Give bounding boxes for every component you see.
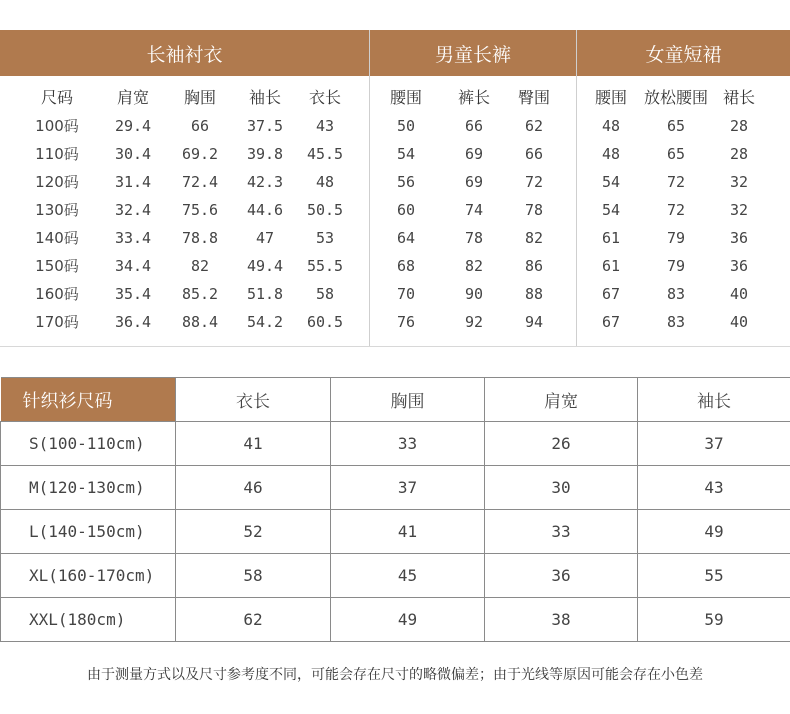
shirt-cell: 42.3 (246, 173, 284, 191)
shirt-cell: 130码 (35, 201, 79, 219)
knit-size-label: XXL(180cm) (1, 598, 176, 642)
knit-cell: 33 (485, 510, 638, 554)
shirt-col-header: 肩宽 (116, 88, 149, 107)
shirt-cell: 170码 (35, 313, 79, 331)
knit-col-header: 袖长 (638, 378, 790, 422)
skirt-panel (577, 30, 790, 346)
knit-table (0, 377, 790, 642)
pants-cell: 82 (524, 229, 544, 247)
pants-cell: 74 (464, 201, 484, 219)
knit-cell: 30 (485, 466, 638, 510)
table-row (1, 598, 790, 642)
knit-title: 针织衫尺码 (1, 378, 176, 422)
knit-cell: 52 (176, 510, 331, 554)
knit-cell: 38 (485, 598, 638, 642)
knit-cell: 62 (176, 598, 331, 642)
measurement-note: 由于测量方式以及尺寸参考度不同，可能会存在尺寸的略微偏差；由于光线等原因可能会存在小色差 (87, 667, 703, 683)
skirt-cell: 65 (666, 117, 686, 135)
pants-column (376, 84, 436, 336)
shirt-cell: 33.4 (114, 229, 152, 247)
shirt-cell: 140码 (35, 229, 79, 247)
knit-cell: 33 (331, 422, 485, 466)
shirt-cell: 34.4 (114, 257, 152, 275)
knit-cell: 37 (638, 422, 790, 466)
knit-cell: 49 (638, 510, 790, 554)
shirt-col-header: 胸围 (183, 88, 216, 107)
knit-cell: 41 (331, 510, 485, 554)
shirt-col-header: 袖长 (248, 88, 281, 107)
pants-col-header: 裤长 (457, 88, 490, 107)
shirt-cell: 47 (255, 229, 275, 247)
pants-cell: 92 (464, 313, 484, 331)
pants-cell: 88 (524, 285, 544, 303)
pants-cell: 78 (464, 229, 484, 247)
shirt-cell: 29.4 (114, 117, 152, 135)
shirt-cell: 60.5 (306, 313, 344, 331)
pants-cell: 82 (464, 257, 484, 275)
knit-size-label: L(140-150cm) (1, 510, 176, 554)
skirt-cell: 67 (601, 285, 621, 303)
skirt-col-header: 放松腰围 (643, 88, 708, 107)
shirt-cell: 30.4 (114, 145, 152, 163)
pants-cell: 62 (524, 117, 544, 135)
skirt-cell: 83 (666, 285, 686, 303)
knit-cell: 45 (331, 554, 485, 598)
skirt-cell: 54 (601, 201, 621, 219)
shirt-cell: 69.2 (181, 145, 219, 163)
knit-cell: 58 (176, 554, 331, 598)
knit-cell: 49 (331, 598, 485, 642)
skirt-cell: 83 (666, 313, 686, 331)
skirt-cell: 32 (729, 201, 749, 219)
knit-header-row (1, 378, 790, 422)
pants-cell: 68 (396, 257, 416, 275)
table-row (1, 422, 790, 466)
section-divider (0, 346, 790, 347)
knit-size-table (0, 377, 790, 639)
knit-cell: 37 (331, 466, 485, 510)
skirt-cell: 48 (601, 145, 621, 163)
skirt-cell: 36 (729, 229, 749, 247)
table-row (1, 554, 790, 598)
shirt-cell: 100码 (35, 117, 79, 135)
shirt-cell: 58 (315, 285, 335, 303)
shirt-cell: 50.5 (306, 201, 344, 219)
skirt-cell: 67 (601, 313, 621, 331)
pants-col-header: 臀围 (517, 88, 550, 107)
shirt-column (290, 84, 360, 336)
shirt-cell: 54.2 (246, 313, 284, 331)
skirt-cell: 61 (601, 229, 621, 247)
knit-col-header: 衣长 (176, 378, 331, 422)
pants-cell: 64 (396, 229, 416, 247)
pants-cell: 86 (524, 257, 544, 275)
pants-cell: 78 (524, 201, 544, 219)
shirt-col-header: 尺码 (40, 88, 73, 107)
pants-cell: 60 (396, 201, 416, 219)
shirt-cell: 85.2 (181, 285, 219, 303)
shirt-panel (0, 30, 369, 346)
shirt-cell: 160码 (35, 285, 79, 303)
pants-panel (370, 30, 576, 346)
knit-cell: 46 (176, 466, 331, 510)
shirt-cell: 53 (315, 229, 335, 247)
pants-cell: 72 (524, 173, 544, 191)
table-row (1, 510, 790, 554)
shirt-cell: 75.6 (181, 201, 219, 219)
skirt-cell: 40 (729, 313, 749, 331)
skirt-cell: 72 (666, 201, 686, 219)
knit-col-header: 胸围 (331, 378, 485, 422)
knit-cell: 41 (176, 422, 331, 466)
shirt-cell: 51.8 (246, 285, 284, 303)
shirt-cell: 39.8 (246, 145, 284, 163)
shirt-cell: 35.4 (114, 285, 152, 303)
pants-cell: 66 (524, 145, 544, 163)
skirt-col-header: 裙长 (722, 88, 755, 107)
top-size-tables (0, 30, 790, 346)
shirt-cell: 78.8 (181, 229, 219, 247)
skirt-cell: 48 (601, 117, 621, 135)
pants-cell: 94 (524, 313, 544, 331)
pants-cell: 56 (396, 173, 416, 191)
shirt-cell: 49.4 (246, 257, 284, 275)
pants-cell: 54 (396, 145, 416, 163)
shirt-cell: 72.4 (181, 173, 219, 191)
pants-cell: 69 (464, 173, 484, 191)
shirt-cell: 88.4 (181, 313, 219, 331)
shirt-cell: 31.4 (114, 173, 152, 191)
skirt-cell: 65 (666, 145, 686, 163)
skirt-cell: 79 (666, 257, 686, 275)
knit-cell: 55 (638, 554, 790, 598)
shirt-cell: 37.5 (246, 117, 284, 135)
skirt-cell: 72 (666, 173, 686, 191)
shirt-column (22, 84, 92, 336)
shirt-cell: 32.4 (114, 201, 152, 219)
skirt-cell: 36 (729, 257, 749, 275)
skirt-col-header: 腰围 (594, 88, 627, 107)
pants-cell: 50 (396, 117, 416, 135)
skirt-column (699, 84, 779, 336)
skirt-cell: 54 (601, 173, 621, 191)
skirt-cell: 28 (729, 145, 749, 163)
knit-cell: 36 (485, 554, 638, 598)
shirt-col-header: 衣长 (308, 88, 341, 107)
pants-column (504, 84, 564, 336)
shirt-cell: 55.5 (306, 257, 344, 275)
knit-size-label: S(100-110cm) (1, 422, 176, 466)
skirt-cell: 40 (729, 285, 749, 303)
pants-cell: 66 (464, 117, 484, 135)
knit-size-label: XL(160-170cm) (1, 554, 176, 598)
pants-title: 男童长裤 (370, 30, 576, 76)
table-row (1, 466, 790, 510)
pants-cell: 69 (464, 145, 484, 163)
shirt-cell: 43 (315, 117, 335, 135)
shirt-cell: 36.4 (114, 313, 152, 331)
skirt-cell: 28 (729, 117, 749, 135)
shirt-cell: 44.6 (246, 201, 284, 219)
shirt-cell: 120码 (35, 173, 79, 191)
pants-column (444, 84, 504, 336)
skirt-cell: 32 (729, 173, 749, 191)
pants-cell: 76 (396, 313, 416, 331)
shirt-cell: 45.5 (306, 145, 344, 163)
knit-cell: 43 (638, 466, 790, 510)
skirt-cell: 79 (666, 229, 686, 247)
pants-cell: 70 (396, 285, 416, 303)
shirt-cell: 110码 (35, 145, 79, 163)
shirt-cell: 66 (190, 117, 210, 135)
shirt-cell: 150码 (35, 257, 79, 275)
pants-col-header: 腰围 (389, 88, 422, 107)
shirt-column (98, 84, 168, 336)
knit-col-header: 肩宽 (485, 378, 638, 422)
shirt-column (165, 84, 235, 336)
skirt-title: 女童短裙 (577, 30, 790, 76)
knit-cell: 26 (485, 422, 638, 466)
skirt-cell: 61 (601, 257, 621, 275)
shirt-cell: 48 (315, 173, 335, 191)
shirt-cell: 82 (190, 257, 210, 275)
shirt-title: 长袖衬衣 (0, 30, 369, 76)
pants-cell: 90 (464, 285, 484, 303)
knit-size-label: M(120-130cm) (1, 466, 176, 510)
knit-cell: 59 (638, 598, 790, 642)
